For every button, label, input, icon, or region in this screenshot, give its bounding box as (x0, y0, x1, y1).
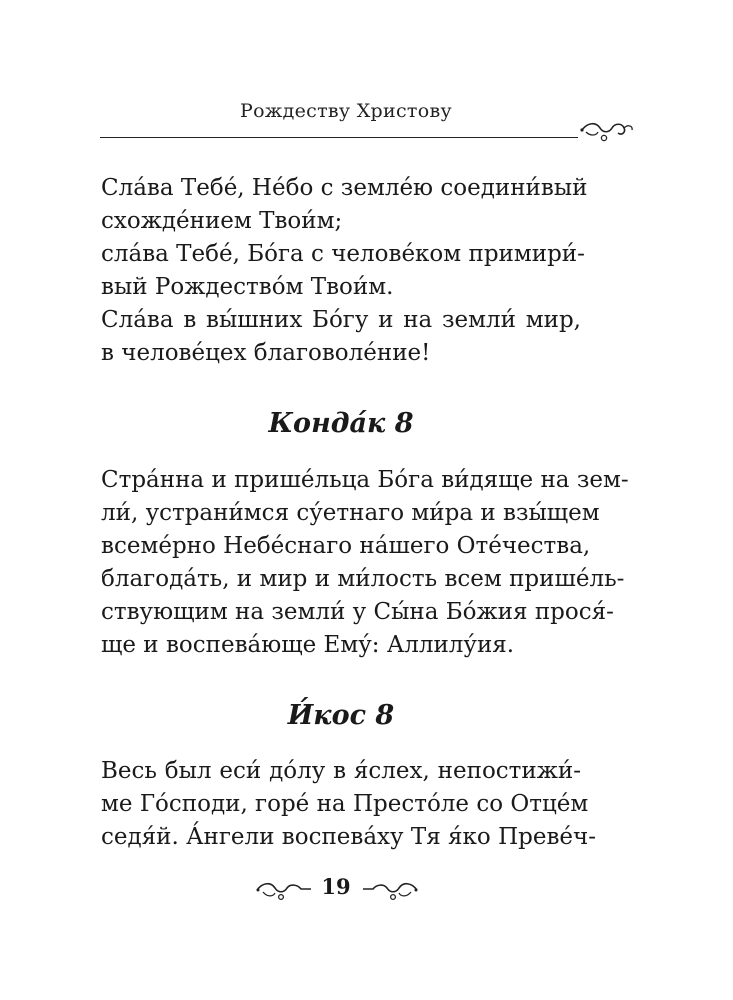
text-line: в челове́цех благоволе́ние! (101, 340, 431, 366)
header-rule (100, 137, 578, 138)
page-number: 19 (321, 874, 351, 899)
text-line: схожде́нием Твои́м; (101, 208, 343, 234)
text-line: ли́, устрани́мся су́етнаго ми́ра и взы́щем (101, 500, 600, 526)
text-line: ствующим на земли́ у Сы́на Бо́жия прося́- (101, 599, 614, 625)
ikos-heading: И́кос 8 (287, 700, 395, 731)
stanza-glory (101, 172, 588, 370)
scroll-flourish-icon (578, 114, 636, 142)
text-line: вый Рождество́м Твои́м. (101, 274, 394, 300)
text-line: Весь был еси́ до́лу в я́слех, непостижи́- (101, 758, 581, 784)
kontakion-text (101, 464, 629, 662)
text-line: всеме́рно Небе́снаго на́шего Оте́чества, (101, 533, 591, 559)
scroll-flourish-icon (361, 878, 419, 902)
text-line: ме Го́споди, горе́ на Престо́ле со Отце́м (101, 791, 589, 817)
text-line: Сла́ва Тебе́, Не́бо с земле́ю соедини́вый (101, 175, 588, 201)
ikos-text (101, 755, 597, 854)
text-line: сла́ва Тебе́, Бо́га с челове́ком примири́- (101, 241, 585, 267)
text-line: ще и воспева́юще Ему́: Аллилу́ия. (101, 632, 515, 658)
text-line: Сла́ва в вы́шних Бо́гу и на земли́ мир, (101, 307, 581, 333)
running-head (100, 100, 635, 140)
running-head-title: Рождеству Христову (240, 100, 452, 122)
text-line: благода́ть, и мир и ми́лость всем прише́ль- (101, 566, 625, 592)
page-folio (255, 872, 415, 906)
kontakion-heading: Конда́к 8 (268, 408, 414, 439)
scroll-flourish-icon (255, 878, 313, 902)
text-line: седя́й. А́нгели воспева́ху Тя я́ко Преве́ч- (101, 824, 597, 850)
text-line: Стра́нна и прише́льца Бо́га ви́дяще на зем- (101, 467, 629, 493)
